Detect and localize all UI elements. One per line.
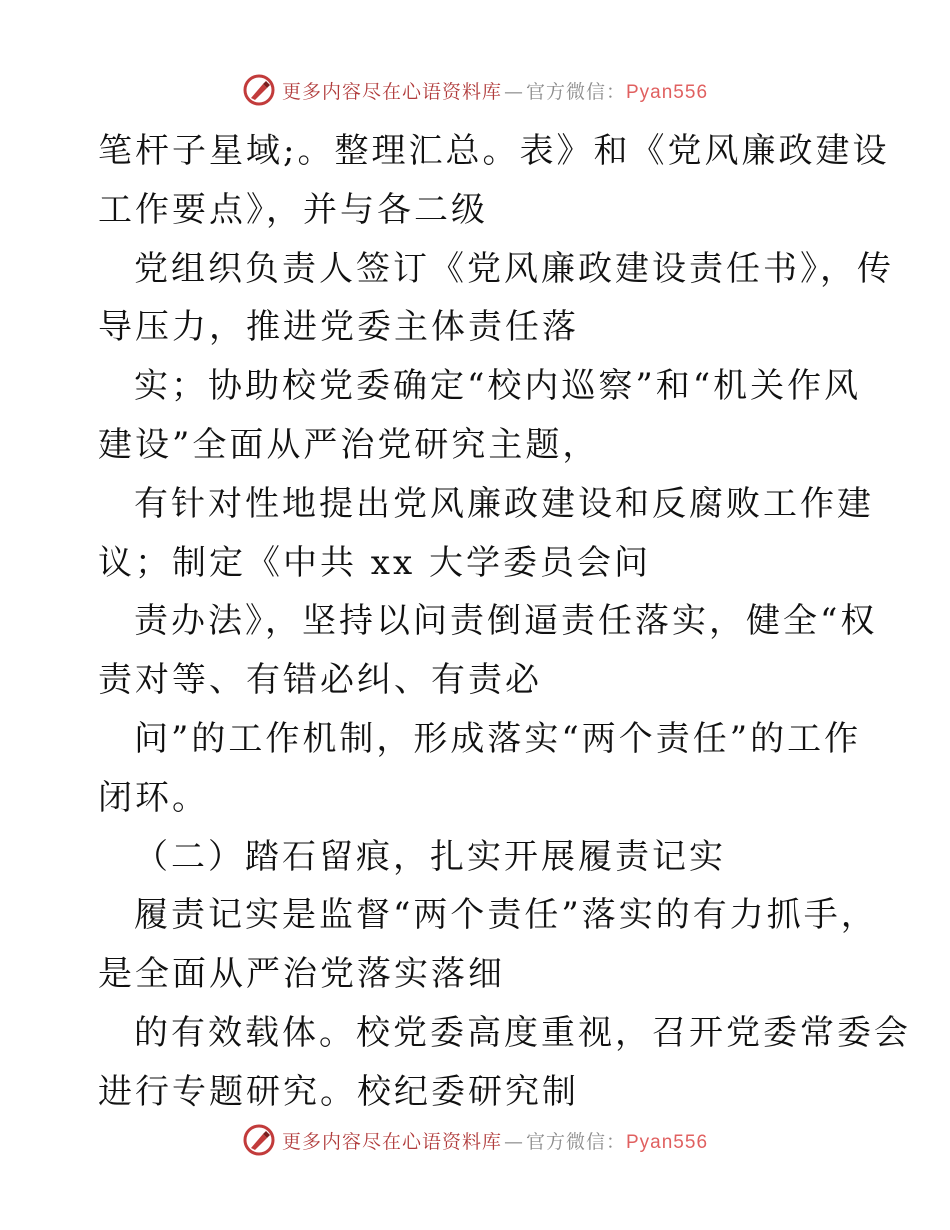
text-line: 党组织负责人签订《党风廉政建设责任书》，传: [134, 248, 894, 289]
banner-title: 更多内容尽在心语资料库: [281, 1130, 502, 1153]
text-line: 有针对性地提出党风廉政建设和反腐败工作建: [134, 483, 874, 524]
banner-handle: Pyan556: [626, 81, 709, 103]
text-line: 导压力，推进党委主体责任落: [98, 307, 579, 348]
text-line: 责对等、有错必纠、有责必: [98, 660, 542, 701]
text-line: 实；协助校党委确定“校内巡察”和“机关作风: [134, 366, 862, 407]
banner-text: [282, 77, 708, 104]
banner-dash: —: [503, 80, 524, 103]
banner-text: [282, 1127, 708, 1154]
text-line: 工作要点》，并与各二级: [98, 189, 488, 230]
pen-logo-icon: [242, 1123, 276, 1157]
header-banner: [0, 70, 950, 110]
text-line: 责办法》，坚持以问责倒逼责任落实，健全“权: [134, 601, 878, 642]
text-line: 建设”全面从严治党研究主题，: [98, 424, 600, 465]
text-line: 履责记实是监督“两个责任”落实的有力抓手，: [134, 895, 878, 936]
document-body: [98, 122, 911, 1122]
text-line: 的有效载体。校党委高度重视，召开党委常委会: [134, 1012, 911, 1053]
text-line: 问”的工作机制，形成落实“两个责任”的工作: [134, 718, 862, 759]
text-line: 议；制定《中共 xx 大学委员会问: [98, 542, 651, 583]
footer-banner: [0, 1120, 950, 1160]
banner-title: 更多内容尽在心语资料库: [281, 80, 502, 103]
banner-dash: —: [503, 1130, 524, 1153]
banner-handle: Pyan556: [626, 1131, 709, 1153]
section-heading: （二）踏石留痕，扎实开展履责记实: [134, 836, 726, 877]
text-line: 闭环。: [98, 777, 209, 818]
banner-wechat-label: 官方微信：: [525, 80, 626, 103]
text-line: 进行专题研究。校纪委研究制: [98, 1071, 579, 1112]
text-line: 是全面从严治党落实落细: [98, 954, 505, 995]
banner-wechat-label: 官方微信：: [525, 1130, 626, 1153]
pen-logo-icon: [242, 73, 276, 107]
text-line: 笔杆子星域;。整理汇总。表》和《党风廉政建设: [98, 131, 890, 171]
